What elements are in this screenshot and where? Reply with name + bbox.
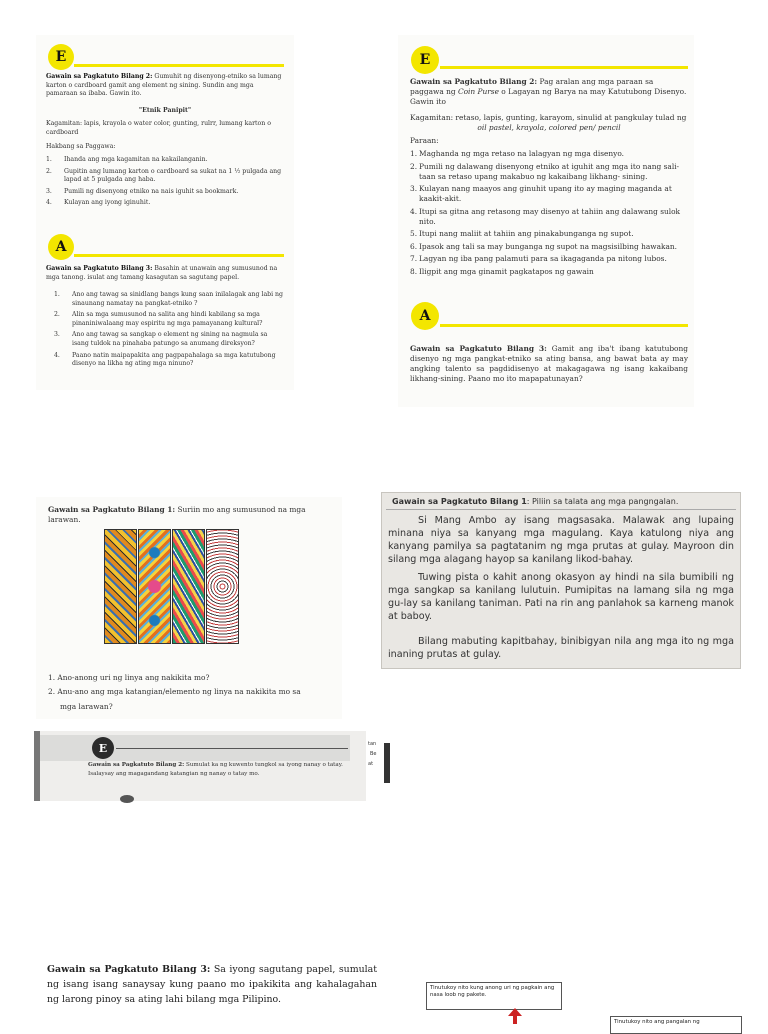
a-activity-body: Basahin at unawain ang sumusunod na mga tanong. isulat ang tamang kasagutan sa sagutang papel. (46, 265, 278, 281)
step-text: Kulayan nang maayos ang ginuhit upang ito ay maging maganda at kaakit-akit. (419, 184, 672, 203)
step-number: 3. (410, 184, 418, 193)
question-item (54, 331, 284, 348)
step-number: 4. (410, 206, 418, 216)
step-number: 5. (410, 229, 418, 238)
materials-italic: oil pastel, krayola, colored pen/ pencil (477, 123, 621, 132)
photo-side-text-2: Be (370, 751, 377, 757)
photo-activity-title: Gawain sa Pagkatuto Bilang 2: (88, 762, 185, 768)
activity-1-text (48, 505, 336, 525)
yellow-rule (74, 64, 284, 67)
paragraph-2: Tuwing pista o kahit anong okasyon ay hindi na sila bumibili ng mga sangkap sa kanilang lulutuin. Pumipitas na lamang sila ng mga gu-lay sa kanilang taniman. Pati na rin ang panlahok sa karneng manok at baboy. (388, 572, 734, 622)
activity-1-title: Gawain sa Pagkatuto Bilang 1: (48, 505, 176, 514)
middle-right-photo (381, 492, 741, 669)
photo-strip (34, 731, 377, 801)
step-text: Ipasok ang tali sa may bunganga ng supot na magsisilbing hawakan. (419, 241, 678, 251)
step-number: 1. (410, 149, 418, 158)
step-number: 8. (410, 266, 418, 276)
callout-box-2 (610, 1016, 742, 1034)
step-text: Maghanda ng mga retaso na lalagyan ng mga disenyo. (419, 149, 625, 158)
a-activity-title: Gawain sa Pagkatuto Bilang 3: (46, 265, 153, 272)
e-activity-body: Gumuhit ng disenyong-etniko sa lumang karton o cardboard gamit ang element ng sining. Sundin ang mga pamaraan sa ibaba. Gawin ito. (46, 73, 282, 98)
e-activity-body: Pag aralan ang mga paraan sa paggawa ng (410, 77, 654, 96)
activity-3-text (47, 962, 377, 1007)
step-number: 2. (46, 167, 52, 175)
step-item (46, 168, 284, 185)
step-text: Lagyan ng iba pang palamuti para sa ikagaganda pa nitong lubos. (419, 254, 667, 263)
coin-purse-term: Coin Purse (457, 87, 499, 96)
activity-instruction: : Piliin sa talata ang mga pangngalan. (526, 497, 679, 506)
badge-e: E (411, 46, 439, 74)
step-text: Gupitin ang lumang karton o cardboard sa sukat na 1 ½ pulgada ang lapad at 5 pulgada ang haba. (64, 167, 282, 184)
step-number: 2. (410, 161, 418, 171)
step-text: Itupi sa gitna ang retasong may disenyo at tahiin ang dalawang sulok nito. (419, 206, 681, 226)
photo-shadow-bottom (120, 795, 134, 803)
step-item (46, 199, 284, 208)
a-activity-title: Gawain sa Pagkatuto Bilang 3: (410, 344, 547, 353)
photo-side-text-3: at (368, 761, 374, 767)
photo-activity-text (88, 761, 348, 779)
question-2: 2. Anu-ano ang mga katangian/elemento ng linya na nakikita mo sa (48, 687, 301, 696)
activity-1-body: Suriin mo ang sumusunod na mga larawan. (48, 505, 306, 524)
steps-list (46, 156, 284, 211)
photo-side-text-1: tan (368, 741, 377, 747)
step-item (410, 149, 688, 159)
question-text: Ano ang tawag sa sinidlang bangs kung saan inilalagak ang labi ng sinaunang namatay na pangkat-etniko ? (72, 291, 283, 307)
yellow-rule (440, 324, 688, 327)
step-item (410, 242, 688, 252)
paragraph-1: Si Mang Ambo ay isang magsasaka. Malawak ang lupaing minana niya sa kanyang mga magulang. Kaya katulong niya ang kanyang pamilya sa pagtatanim ng mga prutas at gulay. Mayroon din silang mga alagang hayop sa kanilang likod-bahay. (388, 515, 734, 565)
e-activity-body-cont: o Lagayan ng Barya na may Katutubong Disenyo. Gawin ito (410, 87, 687, 106)
step-text: Kulayan ang iyong iginuhit. (64, 199, 151, 207)
step-item (410, 184, 688, 204)
badge-e: E (92, 737, 114, 759)
red-arrow-icon (508, 1008, 522, 1024)
activity-3-title: Gawain sa Pagkatuto Bilang 3: (47, 964, 211, 975)
step-item (410, 254, 688, 264)
step-number: 7. (410, 254, 418, 263)
question-2-cont: mga larawan? (60, 702, 113, 711)
step-text: Pumili ng dalawang disenyong etniko at iguhit ang mga ito nang sali-taan sa retaso upang makabuo ng kakaibang likhang- sining. (419, 161, 680, 181)
e-activity-text (410, 77, 688, 107)
callout-box (426, 982, 562, 1010)
a-activity-text (46, 265, 284, 282)
question-number: 3. (54, 331, 60, 339)
step-text: Iligpit ang mga ginamit pagkatapos ng gawain (419, 266, 594, 276)
materials-text: Kagamitan: lapis, krayola o water color, gunting, rulrr, lumang karton o cardboard (46, 120, 271, 136)
badge-a: A (411, 302, 439, 330)
step-number: 6. (410, 241, 418, 251)
badge-e: E (48, 44, 74, 70)
step-item (46, 188, 284, 197)
step-item (410, 207, 688, 227)
step-item (410, 229, 688, 239)
question-text: Ano ang tawag sa sangkap o element ng sining na nagmula sa isang tuldok na pinahaba patungo sa anumang direksyon? (72, 331, 268, 347)
e-activity-text (46, 73, 284, 99)
activity-subtitle: "Etnik Panipit" (138, 107, 192, 114)
steps-label: Hakbang sa Paggawa: (46, 143, 116, 150)
step-item (46, 156, 284, 165)
step-number: 3. (46, 187, 52, 195)
question-text: Paano natin maipapakita ang pagpapahalaga sa mga katutubong disenyo na likha ng ating mga ninuno? (72, 351, 276, 368)
callout-2-text: Tinutukoy nito ang pangalan ng (614, 1019, 700, 1025)
step-text: Ihanda ang mga kagamitan na kakailanganin. (64, 156, 208, 163)
steps-label: Paraan: (410, 136, 439, 145)
step-text: Pumili ng disenyong etniko na nais iguhit sa bookmark. (64, 187, 239, 195)
step-number: 4. (46, 199, 52, 207)
step-item (410, 267, 688, 277)
step-item (410, 162, 688, 182)
photo-activity-body: Sumulat ka ng kuwento tungkol sa iyong nanay o tatay. Isalaysay ang magagandang katangian ng nanay o tatay mo. (88, 762, 343, 777)
badge-a: A (48, 234, 74, 260)
e-activity-title: Gawain sa Pagkatuto Bilang 2: (46, 73, 153, 80)
activity-title: Gawain sa Pagkatuto Bilang 1 (392, 497, 527, 506)
a-activity-body: Gamit ang iba't ibang katutubong disenyo ng mga pangkat-etniko sa ating bansa, ang bawat bata ay may angking talento sa pagdidisenyo at makagagawa ng isang kakaibang likhang-sining. Paano mo ito mapapatunayan? (410, 344, 689, 383)
step-text: Itupi nang maliit at tahiin ang pinakabunganga ng supot. (419, 229, 634, 238)
yellow-rule (440, 66, 688, 69)
a-activity-text (410, 344, 688, 384)
bookmark-image-4 (206, 529, 239, 644)
question-number: 4. (54, 351, 60, 359)
materials-text: Kagamitan: retaso, lapis, gunting, karayom, sinulid at pangkulay tulad ng (410, 113, 687, 122)
activity-title-line (392, 497, 732, 507)
question-item (54, 291, 284, 308)
question-item (54, 352, 284, 369)
photo-divider (116, 748, 348, 749)
steps-list (410, 149, 688, 279)
question-number: 1. (54, 291, 60, 298)
activity-3-body: Sa iyong sagutang papel, sumulat ng isang isang sanaysay kung paano mo ipakikita ang kahalagahan ng larong pinoy sa ating lahi bilang mga Pilipino. (47, 964, 377, 1005)
callout-text: Tinutukoy nito kung anong uri ng pagkain ang nasa loob ng pakete. (430, 985, 555, 998)
question-1: 1. Ano-anong uri ng linya ang nakikita mo? (48, 673, 210, 682)
bookmark-image-3 (172, 529, 205, 644)
top-left-worksheet (36, 35, 294, 390)
yellow-rule (74, 254, 284, 257)
top-right-worksheet (398, 35, 694, 407)
question-number: 2. (54, 311, 60, 319)
photo-shadow-right (384, 743, 390, 783)
questions-list (54, 291, 284, 372)
paragraph-3: Bilang mabuting kapitbahay, binibigyan nila ang mga ito ng mga inaning prutas at gulay. (388, 636, 734, 660)
middle-left-worksheet (36, 497, 342, 719)
bookmark-image-1 (104, 529, 137, 644)
bookmark-image-2 (138, 529, 171, 644)
e-activity-title: Gawain sa Pagkatuto Bilang 2: (410, 77, 538, 86)
question-text: Alin sa mga sumusunod na salita ang hindi kabilang sa mga pinaniniwalaang may espiritu ng mga pamayanang kultural? (72, 311, 263, 327)
question-item (54, 311, 284, 328)
step-number: 1. (46, 156, 52, 163)
